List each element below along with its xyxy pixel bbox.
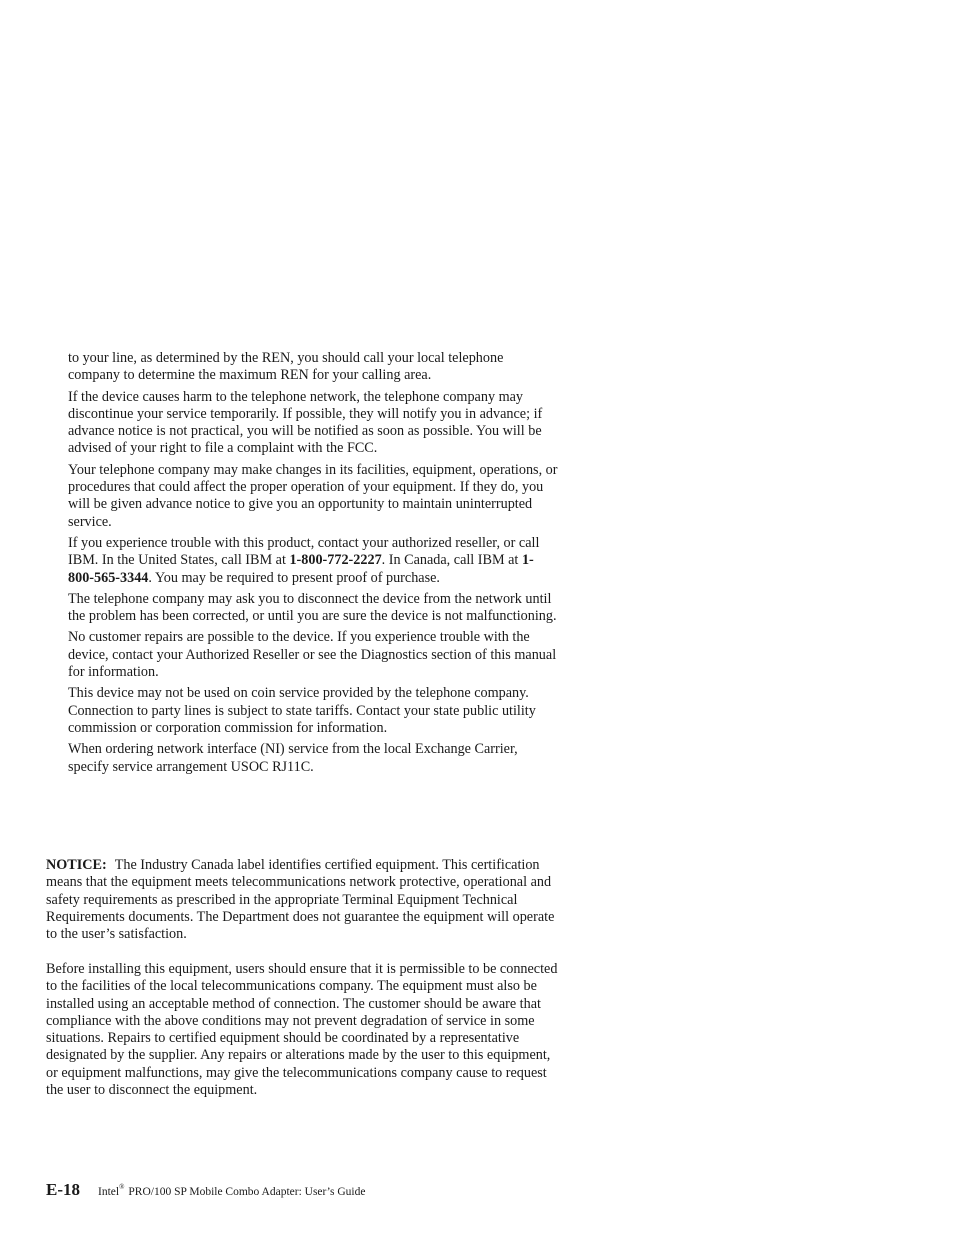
canada-phone-number: 1-800-565-3344 xyxy=(68,552,534,586)
industry-canada-notice xyxy=(46,857,558,943)
guide-title xyxy=(98,1183,365,1198)
trouble-text-1: If you experience trouble with this product, contact your authorized reseller, or call IBM. In the United States, call IBM at xyxy=(68,534,540,569)
paragraph-coin-service: This device may not be used on coin service provided by the telephone company. Connection to party lines is subject to state tariffs. Contact your state public utility commission or corporation commission for information. xyxy=(68,685,536,736)
fcc-requirements-section xyxy=(68,350,558,780)
page-footer xyxy=(46,1180,365,1200)
notice-label: NOTICE: xyxy=(46,857,107,873)
before-installing-section xyxy=(46,961,558,1099)
brand-name: Intel xyxy=(98,1186,120,1198)
paragraph-before-installing: Before installing this equipment, users should ensure that it is permissible to be connected to the facilities of the local telecommunications company. The equipment must also be installed using an acceptable method of connection. The customer should be aware that compliance with the above conditions may not prevent degradation of service in some situations. Repairs to certified equipment should be coordinated by a representative designated by the supplier. Any repairs or alterations made by the user to this equipment, or equipment malfunctions, may give the telecommunications company cause to request the user to disconnect the equipment. xyxy=(46,961,558,1099)
paragraph-usoc: When ordering network interface (NI) service from the local Exchange Carrier, specify service arrangement USOC RJ11C. xyxy=(68,741,518,775)
paragraph-company-changes: Your telephone company may make changes in its facilities, equipment, operations, or procedures that could affect the proper operation of your equipment. If they do, you will be given advance notice to give you an opportunity to maintain uninterrupted service. xyxy=(68,461,558,530)
paragraph-no-repairs: No customer repairs are possible to the device. If you experience trouble with the device, contact your Authorized Reseller or see the Diagnostics section of this manual for information. xyxy=(68,629,557,681)
paragraph-trouble-contact xyxy=(68,535,558,587)
paragraph-ren: to your line, as determined by the REN, you should call your local telephone company to determine the maximum REN for your calling area. xyxy=(68,350,504,384)
notice-text: The Industry Canada label identifies certified equipment. This certification means that the equipment meets telecommunications network protective, operational and safety requirements as prescribed in the appropriate Terminal Equipment Technical Requirements documents. The Department does not guarantee the equipment will operate to the user’s satisfaction. xyxy=(46,857,555,943)
registered-mark: ® xyxy=(119,1183,125,1191)
notice-paragraph xyxy=(46,857,558,943)
trouble-text-3: . You may be required to present proof of purchase. xyxy=(148,569,440,586)
us-phone-number: 1-800-772-2227 xyxy=(289,552,382,569)
paragraph-disconnect: The telephone company may ask you to disconnect the device from the network until the problem has been corrected, or until you are sure the device is not malfunctioning. xyxy=(68,590,557,625)
page-number: E-18 xyxy=(46,1180,80,1199)
guide-title-text: PRO/100 SP Mobile Combo Adapter: User’s Guide xyxy=(128,1186,366,1198)
trouble-text-2: . In Canada, call IBM at xyxy=(381,552,522,569)
paragraph-network-harm: If the device causes harm to the telephone network, the telephone company may discontinue your service temporarily. If possible, they will notify you in advance; if advance notice is not practical, you will be notified as soon as possible. You will be advised of your right to file a complaint with the FCC. xyxy=(68,388,543,457)
